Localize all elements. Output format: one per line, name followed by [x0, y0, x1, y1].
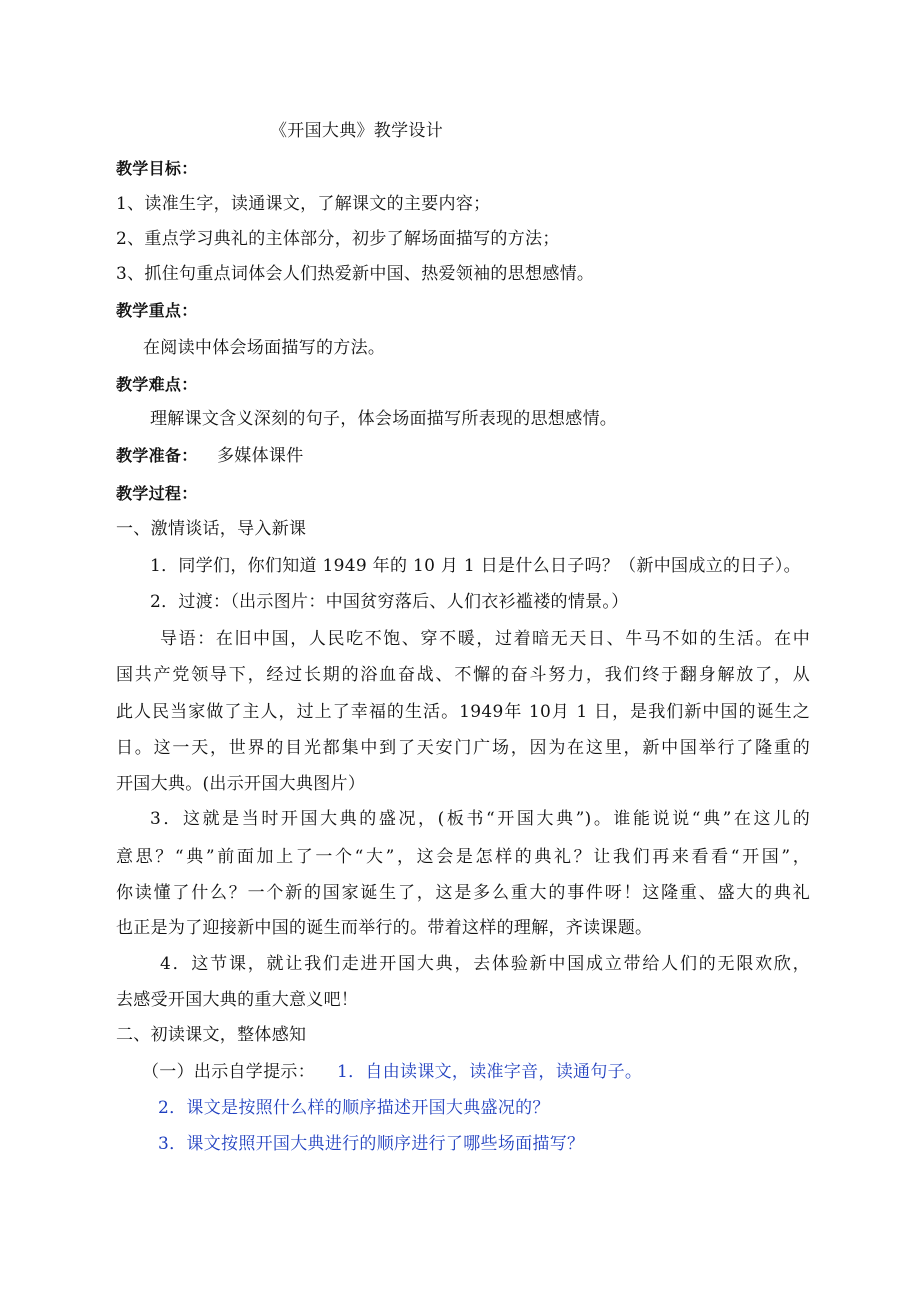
goal-item-2: 2、重点学习典礼的主体部分，初步了解场面描写的方法； — [116, 229, 560, 249]
focus-heading: 教学重点： — [116, 301, 198, 320]
part1-item-2: 2．过渡：（出示图片：中国贫穷落后、人们衣衫褴褛的情景。） — [150, 592, 629, 612]
part1-item-1: 1．同学们，你们知道 1949 年的 10 月 1 日是什么日子吗？（新中国成立的日子）。 — [150, 556, 801, 576]
self-study-prompt-label: （一）出示自学提示： — [142, 1062, 315, 1082]
difficulty-text: 理解课文含义深刻的句子，体会场面描写所表现的思想感情。 — [150, 409, 618, 429]
part1-item-3-line-2: 意思？“典”前面加上了一个“大”，这会是怎样的典礼？让我们再来看看“开国”， — [116, 847, 810, 867]
goals-heading: 教学目标： — [116, 159, 198, 178]
prompt-item-2: 2．课文是按照什么样的顺序描述开国大典盛况的？ — [158, 1098, 550, 1118]
guide-line-2: 国共产党领导下，经过长期的浴血奋战、不懈的奋斗努力，我们终于翻身解放了，从 — [116, 665, 810, 685]
part1-item-3-line-3: 你读懂了什么？一个新的国家诞生了，这是多么重大的事件呀！这隆重、盛大的典礼 — [116, 883, 810, 903]
part1-item-3-line-1: 3．这就是当时开国大典的盛况，(板书“开国大典”)。谁能说说“典”在这儿的 — [150, 809, 810, 829]
prep-text: 多媒体课件 — [217, 446, 304, 466]
process-heading: 教学过程： — [116, 484, 198, 503]
part1-title: 一、激情谈话，导入新课 — [116, 519, 307, 539]
goal-item-3: 3、抓住句重点词体会人们热爱新中国、热爱领袖的思想感情。 — [116, 264, 595, 284]
guide-line-3: 此人民当家做了主人，过上了幸福的生活。1949年 10月 1 日，是我们新中国的诞生之 — [116, 702, 810, 722]
guide-line-5: 开国大典。(出示开国大典图片） — [116, 774, 366, 794]
part2-title: 二、初读课文，整体感知 — [116, 1025, 307, 1045]
guide-line-4: 日。这一天，世界的目光都集中到了天安门广场，因为在这里，新中国举行了隆重的 — [116, 738, 810, 758]
prompt-item-1: 1．自由读课文，读准字音，读通句子。 — [337, 1062, 643, 1082]
part1-item-4-line-1: 4．这节课，就让我们走进开国大典，去体验新中国成立带给人们的无限欢欣， — [160, 954, 810, 974]
prompt-item-3: 3．课文按照开国大典进行的顺序进行了哪些场面描写？ — [158, 1134, 585, 1154]
goal-item-1: 1、读准生字，读通课文，了解课文的主要内容； — [116, 194, 491, 214]
difficulty-heading: 教学难点： — [116, 375, 198, 394]
focus-text: 在阅读中体会场面描写的方法。 — [143, 338, 386, 358]
prep-heading: 教学准备： — [116, 446, 198, 465]
guide-line-1: 导语：在旧中国，人民吃不饱、穿不暖，过着暗无天日、牛马不如的生活。在中 — [160, 629, 810, 649]
document-title: 《开国大典》教学设计 — [270, 121, 443, 141]
part1-item-3-line-4: 也正是为了迎接新中国的诞生而举行的。带着这样的理解，齐读课题。 — [116, 918, 653, 938]
part1-item-4-line-2: 去感受开国大典的重大意义吧！ — [116, 990, 359, 1010]
